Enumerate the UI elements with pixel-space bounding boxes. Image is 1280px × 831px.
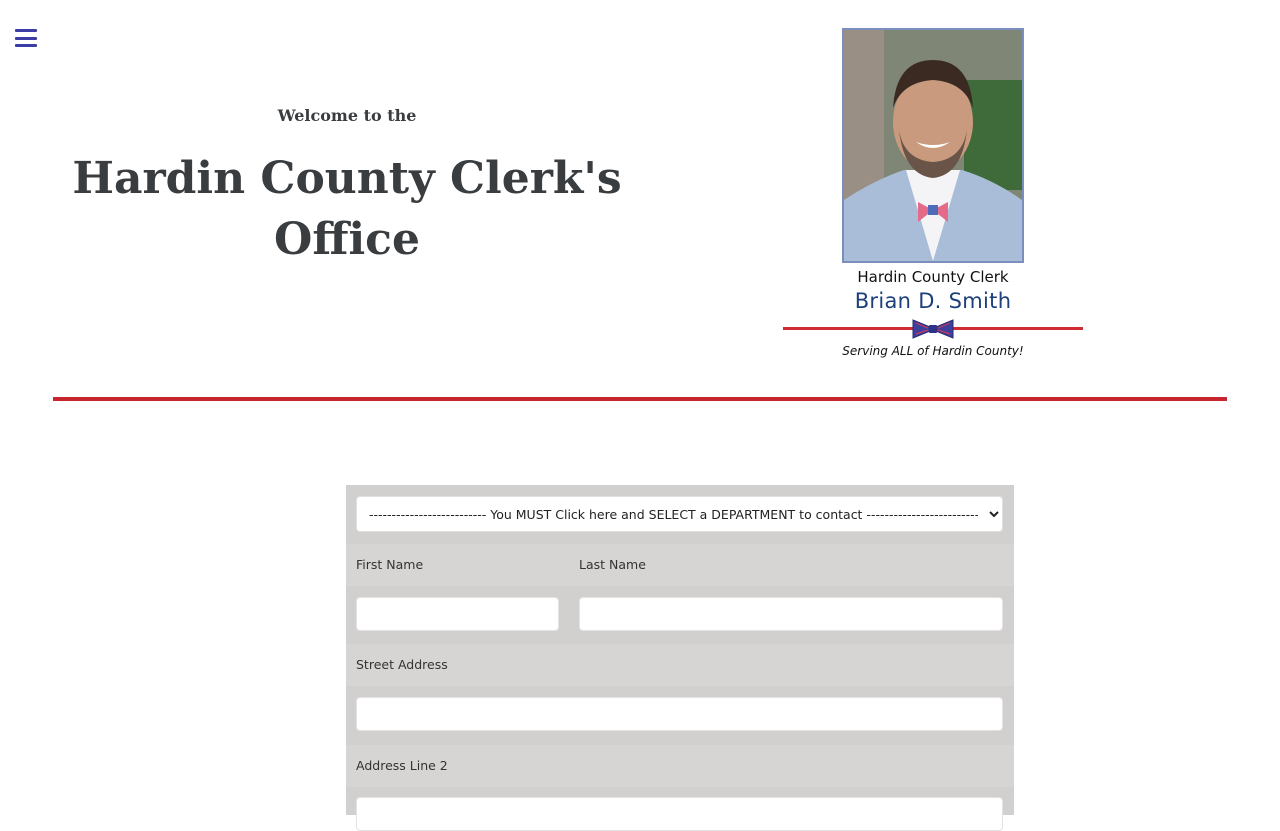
department-select-wrapper: [356, 496, 1003, 532]
page-title: Hardin County Clerk's Office: [72, 153, 622, 265]
street-address-input[interactable]: [356, 697, 1003, 731]
clerk-title: Hardin County Clerk: [857, 268, 1009, 286]
hamburger-bar: [15, 44, 37, 47]
clerk-portrait: [842, 28, 1024, 263]
street-address-label: Street Address: [356, 657, 448, 672]
hamburger-bar: [15, 37, 37, 40]
address-line2-label: Address Line 2: [356, 758, 448, 773]
last-name-input[interactable]: [579, 597, 1003, 631]
hamburger-menu-icon[interactable]: [15, 29, 37, 47]
address-line2-input[interactable]: [356, 797, 1003, 831]
first-name-input[interactable]: [356, 597, 559, 631]
name-label-row: [346, 544, 1014, 586]
portrait-illustration: [844, 30, 1022, 261]
section-divider: [53, 397, 1227, 401]
welcome-text: Welcome to the: [277, 106, 417, 125]
contact-form: [346, 485, 1014, 815]
clerk-name: Brian D. Smith: [854, 289, 1012, 313]
first-name-label: First Name: [356, 557, 424, 572]
last-name-label: Last Name: [579, 557, 646, 572]
clerk-tagline: Serving ALL of Hardin County!: [842, 344, 1024, 358]
department-select[interactable]: [357, 497, 1002, 531]
bow-tie-icon: [912, 318, 954, 340]
hamburger-bar: [15, 29, 37, 32]
